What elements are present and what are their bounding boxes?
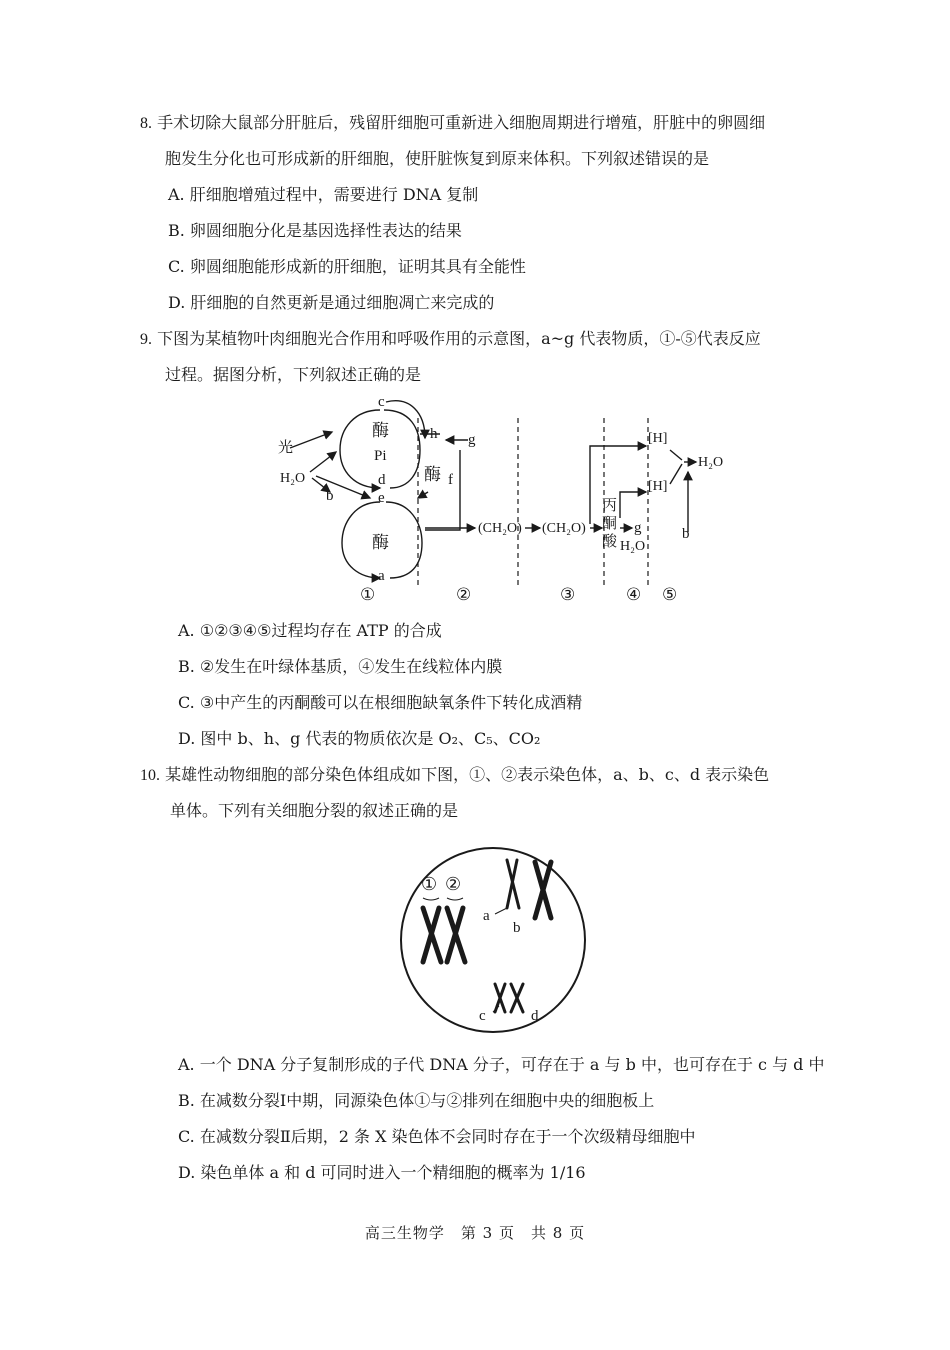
q10-option-c: C. 在减数分裂Ⅱ后期，2 条 X 染色体不会同时存在于一个次级精母细胞中	[178, 1127, 696, 1146]
label-chromatid-a: a	[483, 908, 490, 924]
q9-option-d: D. 图中 b、h、g 代表的物质依次是 O₂、C₅、CO₂	[178, 729, 541, 748]
label-H-top: [H]	[648, 431, 668, 446]
label-chromatid-b: b	[513, 920, 521, 936]
label-enzyme-bottom: 酶	[372, 533, 389, 552]
label-H-bottom: [H]	[648, 479, 668, 494]
label-chromatid-d: d	[531, 1008, 539, 1024]
q9-stem-text1: 下图为某植物叶肉细胞光合作用和呼吸作用的示意图，a~g 代表物质，①-⑤代表反应	[157, 329, 761, 348]
H-top-join	[670, 450, 682, 460]
label-b-right: b	[682, 526, 690, 542]
label-h2o-mid: H₂O	[620, 539, 646, 554]
label-pyruvate-1: 丙	[602, 498, 618, 514]
page-footer: 高三生物学 第 3 页 共 8 页	[364, 1224, 586, 1242]
brace-1	[423, 898, 439, 900]
brace-2	[447, 898, 463, 900]
d-arrow	[418, 492, 428, 498]
q8-option-c: C. 卵圆细胞能形成新的肝细胞，证明其具有全能性	[168, 257, 526, 276]
q10-stem-text1: 某雄性动物细胞的部分染色体组成如下图，①、②表示染色体，a、b、c、d 表示染色	[165, 765, 770, 784]
label-stage-4: ④	[626, 585, 642, 604]
label-stage-3: ③	[560, 585, 576, 604]
q10-option-b: B. 在减数分裂Ⅰ中期，同源染色体①与②排列在细胞中央的细胞板上	[178, 1091, 655, 1110]
q10-stem-line2: 单体。下列有关细胞分裂的叙述正确的是	[170, 801, 459, 820]
q8-stem-line2: 胞发生分化也可形成新的肝细胞，使肝脏恢复到原来体积。下列叙述错误的是	[165, 149, 710, 168]
light-arrow	[290, 432, 332, 448]
label-stage-1: ①	[360, 585, 376, 604]
photosynthesis-respiration-diagram	[260, 388, 740, 608]
q9-option-a: A. ①②③④⑤过程均存在 ATP 的合成	[178, 621, 442, 640]
label-h2o-left: H₂O	[280, 471, 306, 486]
q8-stem-text1: 手术切除大鼠部分肝脏后，残留肝细胞可重新进入细胞周期进行增殖，肝脏中的卵圆细	[157, 113, 766, 132]
label-h2o-right: H₂O	[698, 455, 724, 470]
q8-option-d: D. 肝细胞的自然更新是通过细胞凋亡来完成的	[168, 293, 495, 312]
label-f: f	[448, 472, 453, 488]
label-pyruvate-2: 酮	[602, 516, 618, 532]
chromosome-cell-diagram	[395, 842, 595, 1042]
q9-option-b: B. ②发生在叶绿体基质，④发生在线粒体内膜	[178, 657, 503, 676]
label-c: c	[378, 394, 385, 410]
label-chromosome-1: ①	[421, 874, 438, 894]
q9-stem-line2: 过程。据图分析，下列叙述正确的是	[165, 365, 422, 384]
label-g-top: g	[468, 432, 476, 448]
q10-option-a: A. 一个 DNA 分子复制形成的子代 DNA 分子，可存在于 a 与 b 中，也可存在于 c 与 d 中	[178, 1055, 825, 1074]
label-chromosome-2: ②	[445, 874, 462, 894]
label-pi: Pi	[374, 448, 387, 464]
water-arrow	[310, 452, 336, 472]
label-ch2o-2: (CH₂O)	[542, 521, 586, 536]
label-a: a	[378, 568, 385, 584]
label-h: h	[430, 426, 438, 442]
label-pyruvate-3: 酸	[602, 534, 618, 550]
label-e: e	[378, 490, 385, 506]
label-stage-5: ⑤	[662, 585, 678, 604]
label-ch2o-1: (CH₂O)	[478, 521, 522, 536]
label-g-mid: g	[634, 520, 642, 536]
label-enzyme-top: 酶	[372, 421, 389, 440]
label-enzyme-mid: 酶	[424, 465, 441, 484]
cycle-top-outer-arc	[386, 401, 425, 438]
ch2o-feed-line	[425, 488, 460, 530]
to-H-top-arrow	[590, 446, 646, 524]
q10-stem-line1	[140, 764, 769, 787]
label-stage-2: ②	[456, 585, 472, 604]
q9-option-c: C. ③中产生的丙酮酸可以在根细胞缺氧条件下转化成酒精	[178, 693, 583, 712]
q8-stem-line1	[140, 112, 765, 135]
q10-option-d: D. 染色单体 a 和 d 可同时进入一个精细胞的概率为 1/16	[178, 1163, 586, 1182]
label-chromatid-c: c	[479, 1008, 486, 1024]
label-d: d	[378, 472, 386, 488]
q9-stem-line1	[140, 328, 761, 351]
H-bottom-join	[670, 464, 682, 484]
label-light: 光	[278, 440, 294, 456]
q8-option-a: A. 肝细胞增殖过程中，需要进行 DNA 复制	[168, 185, 479, 204]
pointer-a	[495, 908, 507, 914]
to-H-bottom-arrow	[620, 492, 646, 518]
label-b-left: b	[326, 488, 334, 504]
cycle-bottom-right-arc	[386, 502, 422, 578]
q8-number: 8.	[140, 115, 152, 132]
q9-number: 9.	[140, 331, 152, 348]
cycle-top-right-arc	[384, 410, 420, 488]
q8-option-b: B. 卵圆细胞分化是基因选择性表达的结果	[168, 221, 462, 240]
q10-number: 10.	[140, 767, 160, 784]
